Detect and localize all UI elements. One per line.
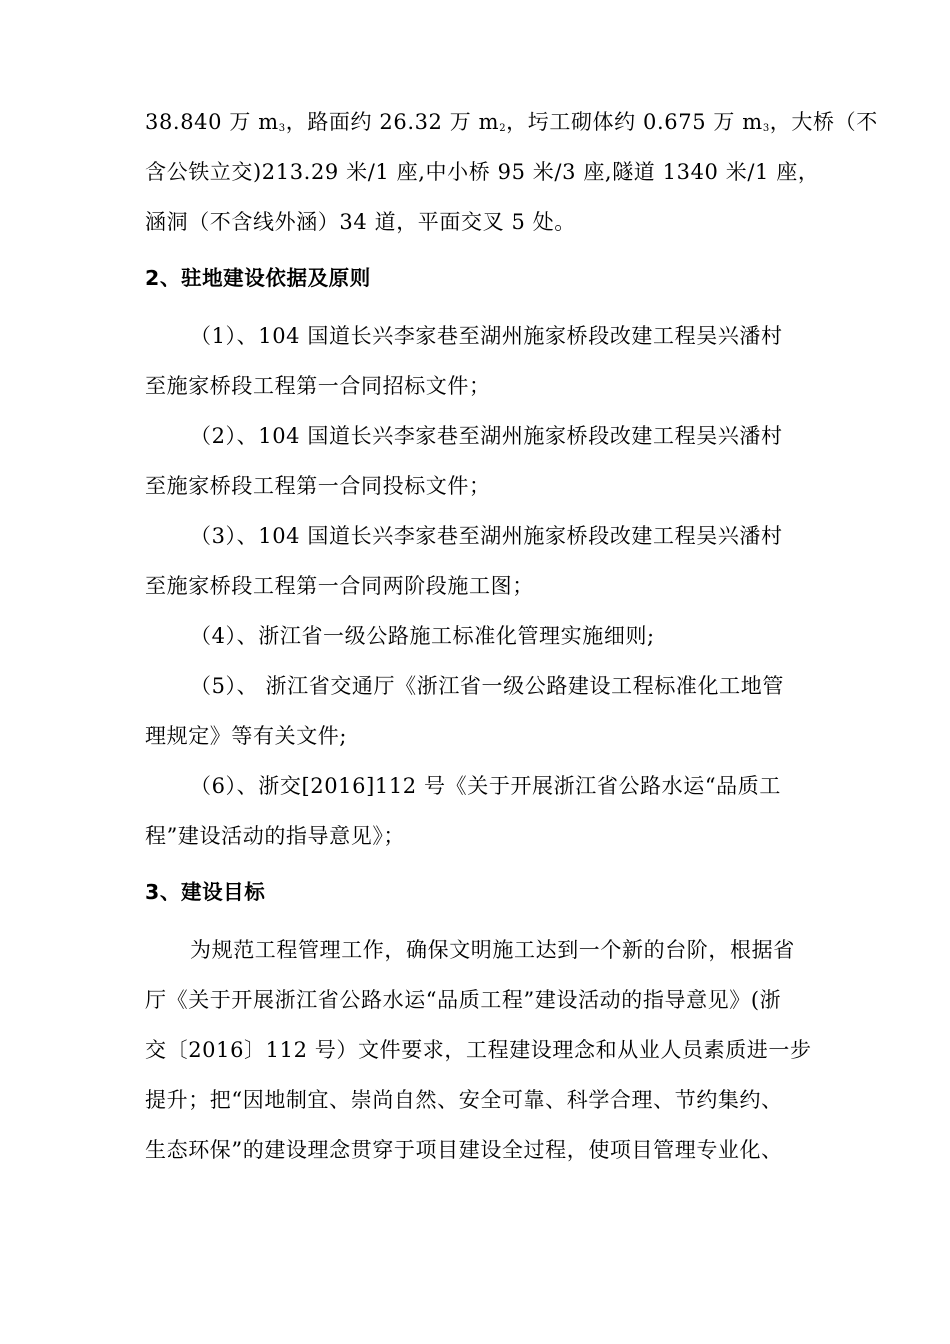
intro-text: 38.840 万 m xyxy=(145,110,279,134)
unit-superscript: 3 xyxy=(762,123,770,134)
goal-paragraph-line-1: 为规范工程管理工作，确保文明施工达到一个新的台阶，根据省 xyxy=(190,938,795,962)
basis-item-3-line-1: （3）、104 国道长兴李家巷至湖州施家桥段改建工程吴兴潘村 xyxy=(190,524,783,548)
intro-text: ，路面约 26.32 万 m xyxy=(285,110,500,134)
basis-item-5-line-1: （5）、 浙江省交通厅《浙江省一级公路建设工程标准化工地管 xyxy=(190,674,784,698)
unit-superscript: 3 xyxy=(278,123,286,134)
intro-text: ，大桥（不 xyxy=(769,110,878,134)
basis-item-3-line-2: 至施家桥段工程第一合同两阶段施工图； xyxy=(145,574,534,598)
section-3-heading: 3、建设目标 xyxy=(145,880,266,904)
basis-item-1-line-1: （1）、104 国道长兴李家巷至湖州施家桥段改建工程吴兴潘村 xyxy=(190,324,783,348)
goal-paragraph-line-2: 厅《关于开展浙江省公路水运“品质工程”建设活动的指导意见》(浙 xyxy=(145,988,782,1012)
basis-item-6-line-1: （6）、浙交[2016]112 号《关于开展浙江省公路水运“品质工 xyxy=(190,774,781,798)
basis-item-2-line-2: 至施家桥段工程第一合同投标文件； xyxy=(145,474,491,498)
intro-text: ，圬工砌体约 0.675 万 m xyxy=(506,110,763,134)
basis-item-4-line-1: （4）、浙江省一级公路施工标准化管理实施细则; xyxy=(190,624,655,648)
goal-paragraph-line-5: 生态环保”的建设理念贯穿于项目建设全过程，使项目管理专业化、 xyxy=(145,1138,783,1162)
basis-item-6-line-2: 程”建设活动的指导意见》； xyxy=(145,824,406,848)
intro-line-1 xyxy=(145,108,878,136)
section-2-heading: 2、驻地建设依据及原则 xyxy=(145,266,371,290)
basis-item-2-line-1: （2）、104 国道长兴李家巷至湖州施家桥段改建工程吴兴潘村 xyxy=(190,424,783,448)
basis-item-5-line-2: 理规定》等有关文件; xyxy=(145,724,348,748)
unit-superscript: 2 xyxy=(499,123,507,134)
basis-item-1-line-2: 至施家桥段工程第一合同招标文件； xyxy=(145,374,491,398)
intro-line-3: 涵洞（不含线外涵）34 道，平面交叉 5 处。 xyxy=(145,210,576,234)
goal-paragraph-line-4: 提升；把“因地制宜、崇尚自然、安全可靠、科学合理、节约集约、 xyxy=(145,1088,783,1112)
goal-paragraph-line-3: 交〔2016〕112 号）文件要求，工程建设理念和从业人员素质进一步 xyxy=(145,1038,812,1062)
intro-line-2: 含公铁立交)213.29 米/1 座,中小桥 95 米/3 座,隧道 1340 米/1 座， xyxy=(145,160,820,184)
